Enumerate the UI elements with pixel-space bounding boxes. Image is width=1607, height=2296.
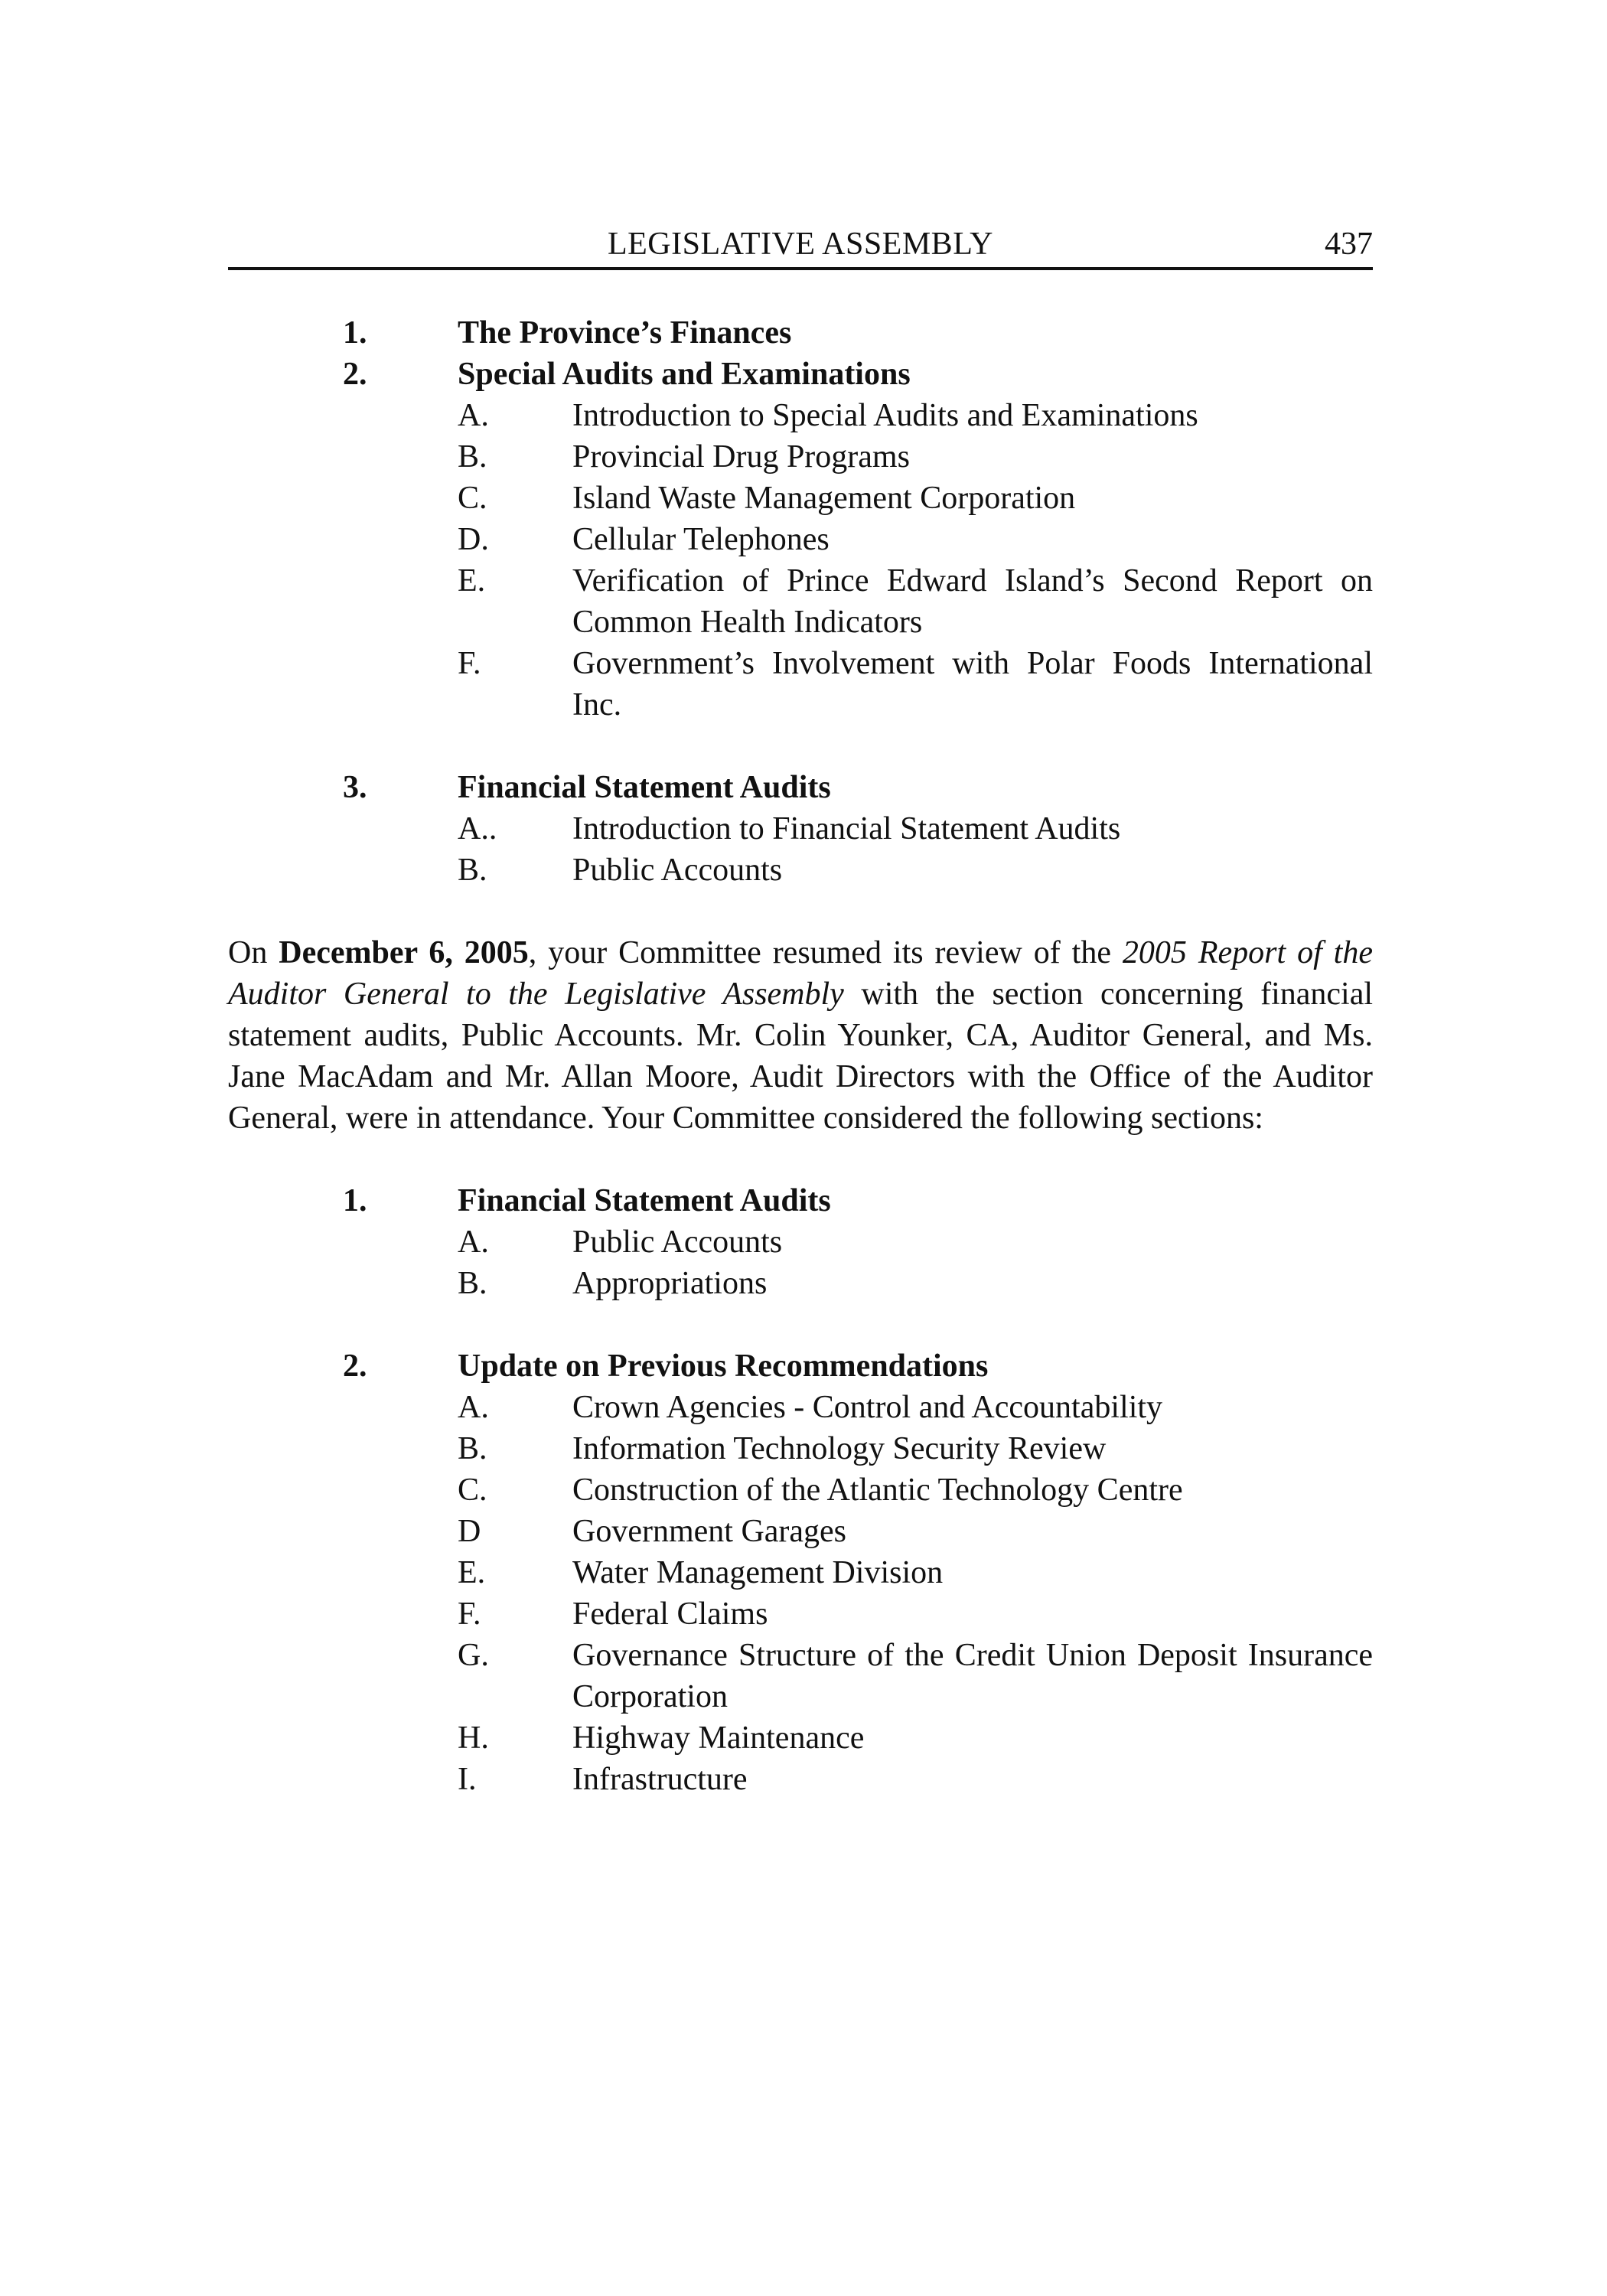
section-title: Financial Statement Audits [458,1183,831,1218]
item-letter: B. [458,1266,487,1301]
blank-line [228,726,1373,767]
outline-section [228,354,1373,726]
first-outline [228,312,1373,891]
item-text: Introduction to Special Audits and Examinations [572,398,1198,433]
item-letter: D. [458,522,489,557]
page-content [228,312,1373,1800]
list-item [228,850,1373,891]
list-item [228,1759,1373,1800]
list-item [228,1593,1373,1635]
item-text: Infrastructure [572,1762,748,1797]
item-text: Construction of the Atlantic Technology Centre [572,1473,1183,1508]
list-item [228,1221,1373,1263]
section-number: 1. [343,1183,367,1218]
list-item [228,395,1373,436]
item-text: Highway Maintenance [572,1720,865,1756]
item-text: Information Technology Security Review [572,1431,1107,1466]
list-item [228,1635,1373,1717]
paragraph-text: with the section concerning financial statement audits, Public Accounts. Mr. Colin Younker, CA, Auditor General, and Ms. Jane MacAdam and Mr. Allan Moore, Audit Directors with the Office of the Auditor General, were in attendance. Your Committee considered the following sections: [228,977,1373,1136]
page-header [228,224,1373,270]
page-number: 437 [1325,227,1373,262]
item-letter: A. [458,1390,489,1425]
list-item [228,1428,1373,1469]
item-letter: B. [458,853,487,888]
list-item [228,1469,1373,1511]
item-letter: B. [458,439,487,475]
document-page [228,0,1373,2296]
item-letter: C. [458,1473,487,1508]
item-text: Provincial Drug Programs [572,439,910,475]
section-title: Financial Statement Audits [458,770,831,805]
item-letter: A.. [458,811,497,846]
item-letter: B. [458,1431,487,1466]
list-item [228,1717,1373,1759]
list-item [228,643,1373,726]
item-text: Public Accounts [572,853,783,888]
second-outline [228,1180,1373,1800]
outline-section [228,1345,1373,1800]
item-letter: H. [458,1720,489,1756]
section-title: Special Audits and Examinations [458,357,911,392]
item-text: Government’s Involvement with Polar Foods International Inc. [572,646,1373,722]
body-paragraph [228,932,1373,1139]
list-item [228,560,1373,643]
outline-section [228,312,1373,354]
section-title: Update on Previous Recommendations [458,1349,989,1384]
list-item [228,519,1373,560]
item-letter: E. [458,563,486,598]
item-text: Governance Structure of the Credit Union Deposit Insurance Corporation [572,1638,1373,1714]
section-number: 3. [343,770,367,805]
list-item [228,808,1373,850]
blank-line [228,1304,1373,1345]
section-number: 1. [343,315,367,351]
item-letter: A. [458,1225,489,1260]
item-letter: I. [458,1762,477,1797]
item-text: Water Management Division [572,1555,944,1590]
section-heading [228,1345,1373,1387]
list-item [228,1387,1373,1428]
list-item [228,478,1373,519]
item-letter: F. [458,1596,481,1632]
list-item [228,1511,1373,1552]
paragraph-text: On [228,935,279,970]
section-heading [228,354,1373,395]
item-text: Public Accounts [572,1225,783,1260]
item-text: Crown Agencies - Control and Accountability [572,1390,1163,1425]
item-text: Island Waste Management Corporation [572,481,1076,516]
item-text: Verification of Prince Edward Island’s Second Report on Common Health Indicators [572,563,1373,640]
section-number: 2. [343,1349,367,1384]
item-text: Government Garages [572,1514,847,1549]
report-title: 2005 Report of the Auditor General to the Legislative Assembly [228,935,1373,1012]
list-item [228,436,1373,478]
item-letter: D [458,1514,481,1549]
item-text: Federal Claims [572,1596,768,1632]
list-item [228,1552,1373,1593]
section-number: 2. [343,357,367,392]
item-letter: G. [458,1638,489,1673]
item-letter: C. [458,481,487,516]
section-title: The Province’s Finances [458,315,792,351]
item-text: Appropriations [572,1266,768,1301]
outline-section [228,767,1373,891]
section-heading [228,1180,1373,1221]
item-letter: F. [458,646,481,681]
section-heading [228,767,1373,808]
outline-section [228,1180,1373,1304]
item-text: Cellular Telephones [572,522,830,557]
item-text: Introduction to Financial Statement Audits [572,811,1121,846]
meeting-date: December 6, 2005 [279,935,529,970]
item-letter: E. [458,1555,486,1590]
list-item [228,1263,1373,1304]
paragraph-text: , your Committee resumed its review of the [528,935,1123,970]
header-title: LEGISLATIVE ASSEMBLY [608,227,993,262]
item-letter: A. [458,398,489,433]
section-heading [228,312,1373,354]
